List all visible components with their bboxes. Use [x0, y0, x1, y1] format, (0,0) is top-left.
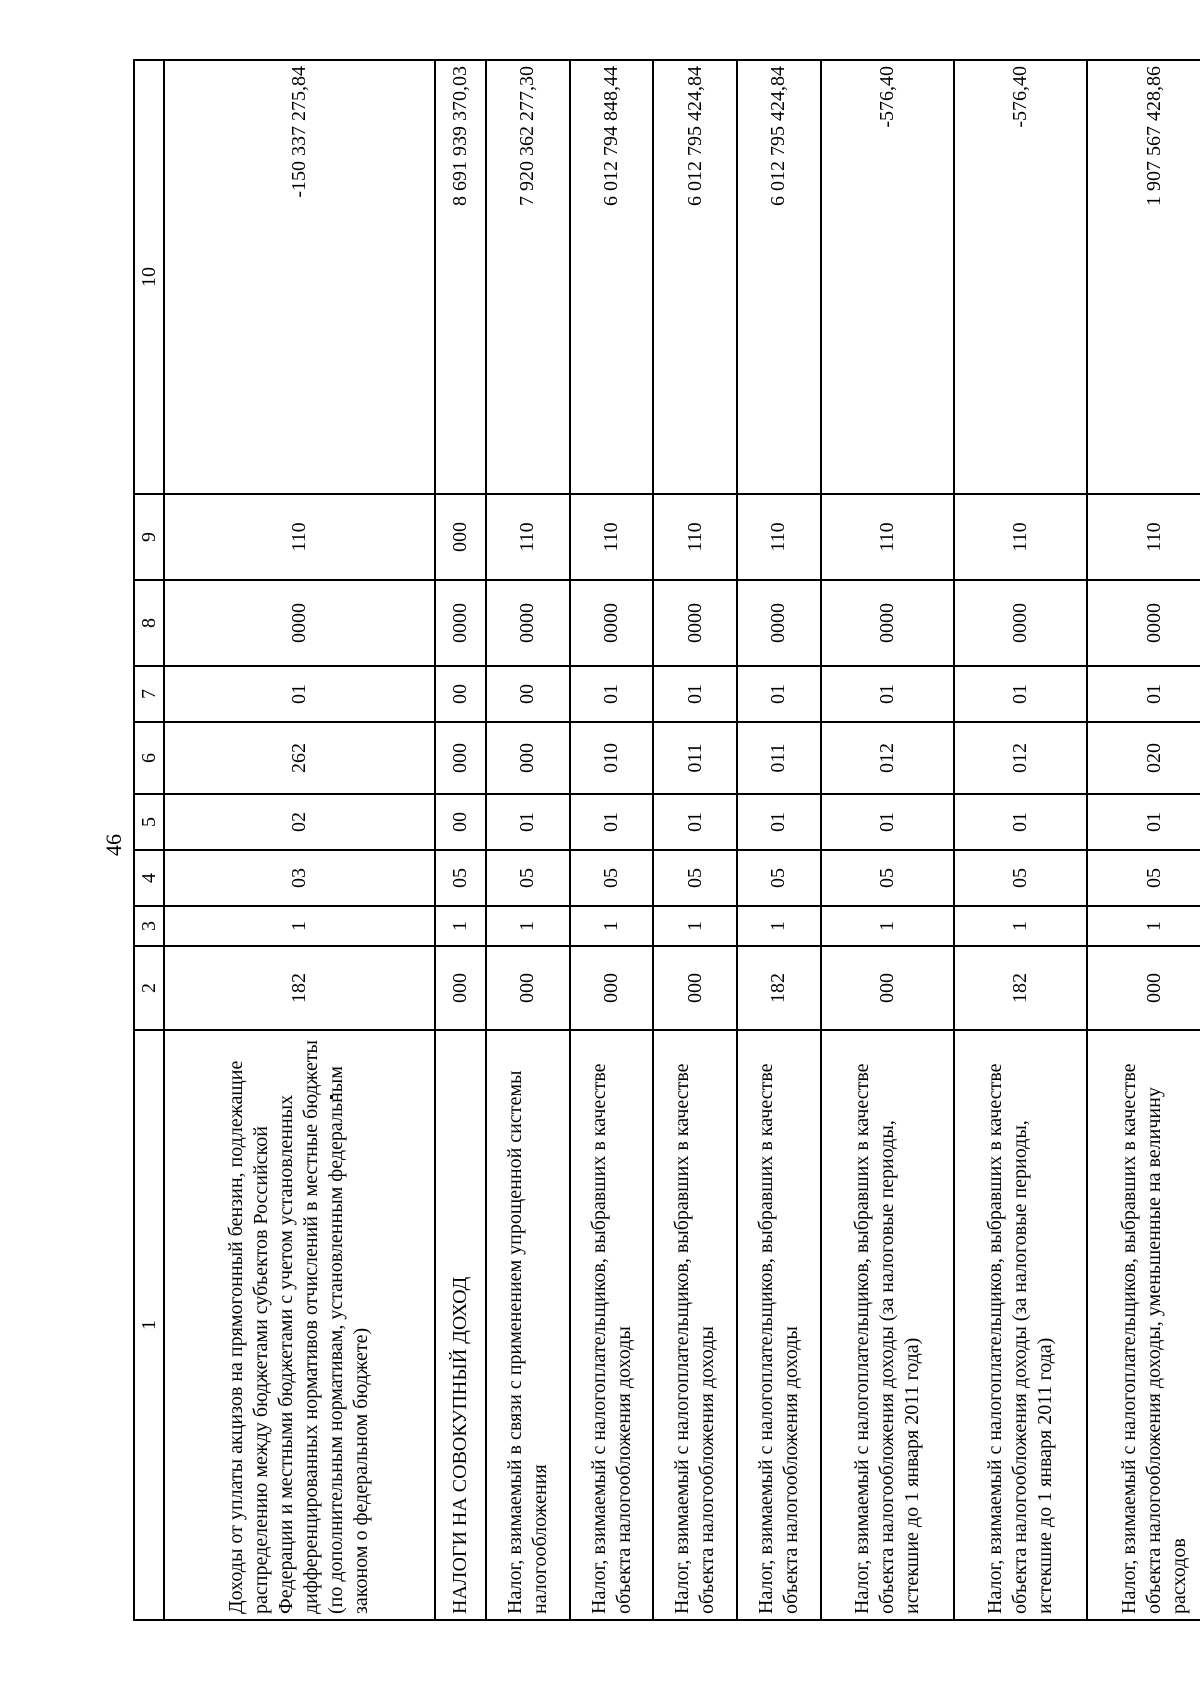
code-article: 01 — [1087, 794, 1200, 850]
col-header-9: 9 — [134, 494, 164, 580]
row-name: Налог, взимаемый с налогоплательщиков, выбравших в качестве объекта налогообложения доходы — [737, 1030, 821, 1620]
code-admin: 182 — [954, 946, 1087, 1030]
code-program: 0000 — [1087, 580, 1200, 666]
code-article: 01 — [821, 794, 954, 850]
code-subarticle: 020 — [1087, 722, 1200, 794]
col-header-5: 5 — [134, 794, 164, 850]
code-subgroup: 05 — [821, 850, 954, 906]
code-element: 01 — [821, 666, 954, 722]
col-header-8: 8 — [134, 580, 164, 666]
code-subarticle: 011 — [737, 722, 821, 794]
code-article: 01 — [653, 794, 737, 850]
code-subarticle: 010 — [570, 722, 654, 794]
code-admin: 000 — [435, 946, 486, 1030]
code-classification: 110 — [570, 494, 654, 580]
code-program: 0000 — [164, 580, 435, 666]
code-group: 1 — [486, 906, 570, 946]
code-group: 1 — [1087, 906, 1200, 946]
code-subgroup: 05 — [737, 850, 821, 906]
code-subgroup: 05 — [570, 850, 654, 906]
page-number: 46 — [101, 834, 126, 856]
col-header-10: 10 — [134, 60, 164, 494]
row-name: Доходы от уплаты акцизов на прямогонный бензин, подлежащие распределению между бюджетами субъектов Российской Федерации и местными бюджетами с учетом установленных дифференцированных нормативов отчислений в местные бюджеты (по дополнительным нормативам, установленным федеральным законом о федеральном бюджете) — [164, 1030, 435, 1620]
code-classification: 110 — [954, 494, 1087, 580]
code-element: 00 — [486, 666, 570, 722]
code-subgroup: 05 — [1087, 850, 1200, 906]
code-group: 1 — [570, 906, 654, 946]
code-subarticle: 011 — [653, 722, 737, 794]
code-group: 1 — [821, 906, 954, 946]
code-article: 01 — [737, 794, 821, 850]
row-name: Налог, взимаемый с налогоплательщиков, выбравших в качестве объекта налогообложения доходы (за налоговые периоды, истекшие до 1 января 2011 года) — [821, 1030, 954, 1620]
code-classification: 110 — [486, 494, 570, 580]
code-classification: 110 — [653, 494, 737, 580]
amount: 6 012 794 848,44 — [570, 60, 654, 494]
col-header-6: 6 — [134, 722, 164, 794]
code-subgroup: 05 — [653, 850, 737, 906]
code-subgroup: 03 — [164, 850, 435, 906]
code-article: 01 — [486, 794, 570, 850]
code-subarticle: 000 — [486, 722, 570, 794]
code-admin: 000 — [486, 946, 570, 1030]
code-program: 0000 — [821, 580, 954, 666]
code-element: 01 — [653, 666, 737, 722]
table-row — [435, 60, 486, 1620]
code-article: 02 — [164, 794, 435, 850]
table-row — [1087, 60, 1200, 1620]
code-program: 0000 — [486, 580, 570, 666]
code-subarticle: 012 — [954, 722, 1087, 794]
row-name: Налог, взимаемый с налогоплательщиков, выбравших в качестве объекта налогообложения доходы — [653, 1030, 737, 1620]
amount: 7 920 362 277,30 — [486, 60, 570, 494]
code-element: 00 — [435, 666, 486, 722]
row-name: Налог, взимаемый в связи с применением упрощенной системы налогообложения — [486, 1030, 570, 1620]
code-group: 1 — [737, 906, 821, 946]
code-admin: 000 — [1087, 946, 1200, 1030]
code-program: 0000 — [737, 580, 821, 666]
code-element: 01 — [1087, 666, 1200, 722]
col-header-3: 3 — [134, 906, 164, 946]
table-row — [954, 60, 1087, 1620]
code-article: 01 — [954, 794, 1087, 850]
code-group: 1 — [164, 906, 435, 946]
code-article: 00 — [435, 794, 486, 850]
code-classification: 110 — [737, 494, 821, 580]
col-header-4: 4 — [134, 850, 164, 906]
row-name: НАЛОГИ НА СОВОКУПНЫЙ ДОХОД — [435, 1030, 486, 1620]
code-subarticle: 000 — [435, 722, 486, 794]
code-admin: 000 — [821, 946, 954, 1030]
amount: 6 012 795 424,84 — [737, 60, 821, 494]
col-header-1: 1 — [134, 1030, 164, 1620]
amount: 1 907 567 428,86 — [1087, 60, 1200, 494]
col-header-2: 2 — [134, 946, 164, 1030]
table-row — [486, 60, 570, 1620]
amount: 8 691 939 370,03 — [435, 60, 486, 494]
code-admin: 000 — [653, 946, 737, 1030]
code-subgroup: 05 — [954, 850, 1087, 906]
code-subarticle: 012 — [821, 722, 954, 794]
code-program: 0000 — [954, 580, 1087, 666]
table-row — [821, 60, 954, 1620]
code-classification: 110 — [821, 494, 954, 580]
table-row — [164, 60, 435, 1620]
table-row — [653, 60, 737, 1620]
budget-revenue-table — [133, 59, 1200, 1621]
code-program: 0000 — [570, 580, 654, 666]
code-subgroup: 05 — [486, 850, 570, 906]
budget-table-frame — [133, 61, 1200, 1621]
code-article: 01 — [570, 794, 654, 850]
code-subgroup: 05 — [435, 850, 486, 906]
header-row — [134, 60, 164, 1620]
code-classification: 000 — [435, 494, 486, 580]
table-row — [737, 60, 821, 1620]
code-element: 01 — [737, 666, 821, 722]
code-admin: 182 — [737, 946, 821, 1030]
amount: 6 012 795 424,84 — [653, 60, 737, 494]
code-program: 0000 — [435, 580, 486, 666]
code-admin: 000 — [570, 946, 654, 1030]
code-group: 1 — [435, 906, 486, 946]
code-program: 0000 — [653, 580, 737, 666]
code-group: 1 — [653, 906, 737, 946]
amount: -150 337 275,84 — [164, 60, 435, 494]
col-header-7: 7 — [134, 666, 164, 722]
amount: -576,40 — [821, 60, 954, 494]
code-element: 01 — [570, 666, 654, 722]
row-name: Налог, взимаемый с налогоплательщиков, выбравших в качестве объекта налогообложения доходы (за налоговые периоды, истекшие до 1 января 2011 года) — [954, 1030, 1087, 1620]
code-classification: 110 — [164, 494, 435, 580]
code-admin: 182 — [164, 946, 435, 1030]
code-element: 01 — [164, 666, 435, 722]
amount: -576,40 — [954, 60, 1087, 494]
row-name: Налог, взимаемый с налогоплательщиков, выбравших в качестве объекта налогообложения доходы, уменьшенные на величину расходов — [1087, 1030, 1200, 1620]
code-group: 1 — [954, 906, 1087, 946]
table-row — [570, 60, 654, 1620]
code-element: 01 — [954, 666, 1087, 722]
code-classification: 110 — [1087, 494, 1200, 580]
row-name: Налог, взимаемый с налогоплательщиков, выбравших в качестве объекта налогообложения доходы — [570, 1030, 654, 1620]
code-subarticle: 262 — [164, 722, 435, 794]
